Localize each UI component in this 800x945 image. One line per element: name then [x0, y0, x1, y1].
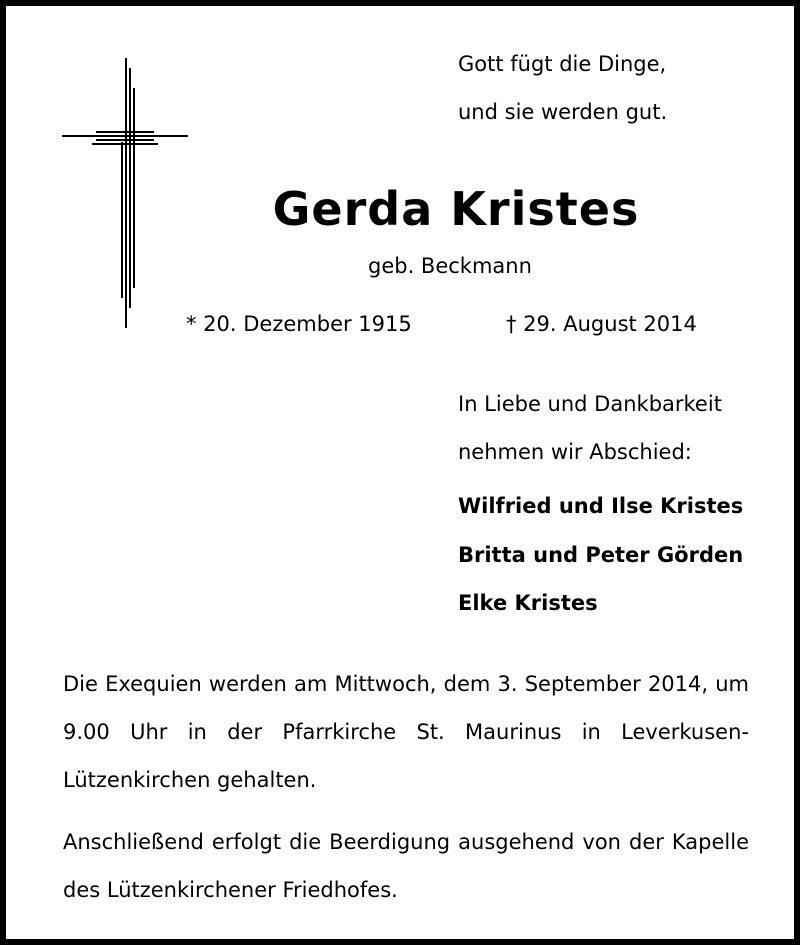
farewell-line-1: In Liebe und Dankbarkeit — [458, 392, 722, 416]
mourner-3: Elke Kristes — [458, 591, 598, 615]
farewell-line-2: nehmen wir Abschied: — [458, 440, 692, 464]
burial-paragraph: Anschließend erfolgt die Beerdigung ausgehend von der Kapelle des Lützenkirchener Friedhofes. — [63, 830, 749, 902]
deceased-name: Gerda Kristes — [272, 182, 640, 236]
death-date: † 29. August 2014 — [506, 312, 697, 336]
funeral-paragraph: Die Exequien werden am Mittwoch, dem 3. September 2014, um 9.00 Uhr in der Pfarrkirche St. Maurinus in Leverkusen-Lützenkirchen gehalten. — [63, 672, 749, 792]
maiden-name: geb. Beckmann — [368, 254, 532, 278]
mourner-1: Wilfried und Ilse Kristes — [458, 494, 744, 518]
motto-line-2: und sie werden gut. — [458, 100, 668, 124]
mourner-2: Britta und Peter Görden — [458, 543, 744, 567]
birth-date: * 20. Dezember 1915 — [186, 312, 412, 336]
motto-line-1: Gott fügt die Dinge, — [458, 52, 667, 76]
